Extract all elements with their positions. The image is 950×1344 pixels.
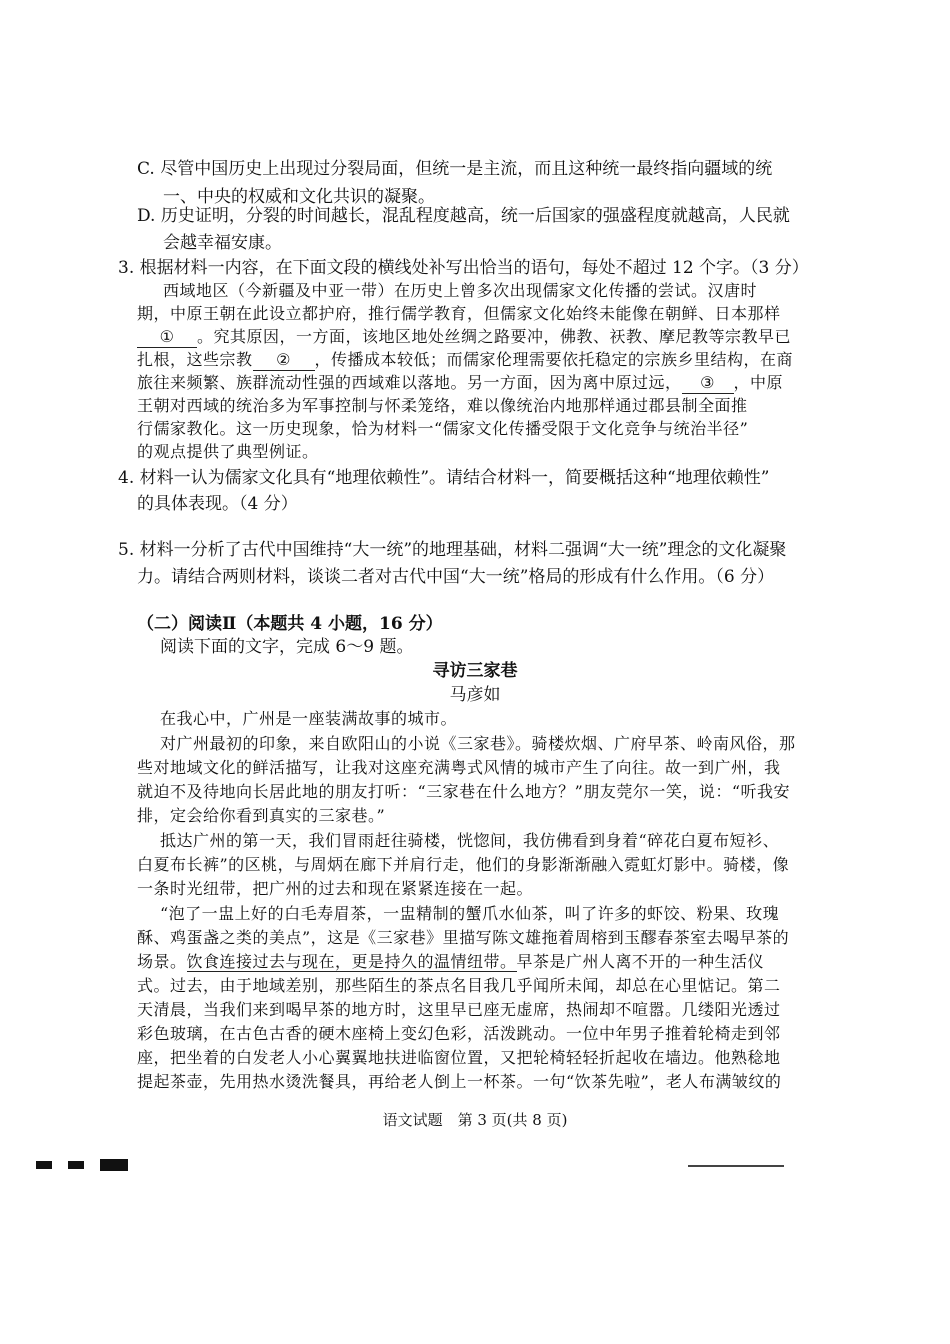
scan-mark-3 [100, 1159, 128, 1171]
paragraph-4-line8: 提起茶壶，先用热水烫洗餐具，再给老人倒上一杯茶。一句“饮茶先啦”，老人布满皱纹的 [137, 1072, 782, 1091]
q3-line4-after: ，传播成本较低；而儒家伦理需要依托稳定的宗族乡里结构，在商 [314, 350, 794, 369]
q3-passage-line4 [137, 348, 793, 372]
paragraph-1: 在我心中，广州是一座装满故事的城市。 [160, 709, 458, 728]
underlined-sentence: 饮食连接过去与现在，更是持久的温情纽带。 [186, 952, 517, 971]
q3-line5-before: 旅往来频繁、族群流动性强的西域难以落地。另一方面，因为离中原过远， [137, 373, 682, 392]
paragraph-2-line2: 些对地域文化的鲜活描写，让我对这座充满粤式风情的城市产生了向往。故一到广州，我 [137, 758, 781, 777]
article-author: 马彦如 [449, 685, 501, 705]
section-2-heading: （二）阅读Ⅱ（本题共 4 小题，16 分） [137, 614, 443, 634]
paragraph-3-line2: 白夏布长裤”的区桃，与周炳在廊下并肩行走，他们的身影渐渐融入霓虹灯影中。骑楼，像 [137, 855, 790, 874]
paragraph-4-line2: 酥、鸡蛋盏之类的美点”，这是《三家巷》里描写陈文雄拖着周榕到玉醪春茶室去喝早茶的 [137, 928, 790, 947]
page-footer: 语文试题 第 3 页(共 8 页) [382, 1111, 568, 1129]
scan-mark-1 [36, 1161, 52, 1169]
paragraph-3-line3: 一条时光纽带，把广州的过去和现在紧紧连接在一起。 [137, 879, 534, 898]
section-2-instruction: 阅读下面的文字，完成 6～9 题。 [160, 637, 414, 657]
q3-blank-1[interactable]: ① [137, 327, 197, 348]
paragraph-4-line1: “泡了一盅上好的白毛寿眉茶，一盅精制的蟹爪水仙茶，叫了许多的虾饺、粉果、玫瑰 [160, 904, 780, 923]
q3-line3-text: 。究其原因，一方面，该地区地处丝绸之路要冲，佛教、祆教、摩尼教等宗教早已 [197, 327, 792, 346]
paragraph-4-line7: 座，把坐着的白发老人小心翼翼地扶进临窗位置，又把轮椅轻轻折起收在墙边。他熟稔地 [137, 1048, 781, 1067]
q3-passage-line8: 的观点提供了典型例证。 [137, 442, 319, 461]
paragraph-4-line5: 天清晨，当我们来到喝早茶的地方时，这里早已座无虚席，热闹却不喧嚣。几缕阳光透过 [137, 1000, 781, 1019]
q3-line4-before: 扎根，这些宗教 [137, 350, 253, 369]
q3-line5-after: ，中原 [733, 373, 784, 392]
q3-passage-line2: 期，中原王朝在此设立都护府，推行儒学教育，但儒家文化始终未能像在朝鲜、日本那样 [137, 304, 781, 323]
option-d-line1: D. 历史证明，分裂的时间越长，混乱程度越高，统一后国家的强盛程度就越高，人民就 [137, 206, 790, 226]
q3-passage-line3 [137, 325, 791, 349]
question-4-line2: 的具体表现。（4 分） [137, 494, 298, 514]
q3-blank-2[interactable]: ② [253, 350, 315, 371]
scan-mark-2 [68, 1161, 84, 1169]
option-c-line1: C. 尽管中国历史上出现过分裂局面，但统一是主流，而且这种统一最终指向疆域的统 [137, 159, 773, 179]
paragraph-2-line1: 对广州最初的印象，来自欧阳山的小说《三家巷》。骑楼炊烟、广府早茶、岭南风俗，那 [160, 734, 796, 753]
q3-passage-line1: 西域地区（今新疆及中亚一带）在历史上曾多次出现儒家文化传播的尝试。汉唐时 [163, 281, 758, 300]
q3-blank-3[interactable]: ③ [682, 373, 734, 394]
option-c-line2: 一、中央的权威和文化共识的凝聚。 [163, 187, 435, 207]
paragraph-2-line4: 排，定会给你看到真实的三家巷。” [137, 806, 386, 825]
p4-line3-end: 早茶是广州人离不开的一种生活仪 [516, 952, 765, 971]
p4-line3-start: 场景。 [137, 952, 187, 971]
scan-line-mark [688, 1165, 784, 1167]
q3-passage-line5 [137, 371, 783, 395]
q3-passage-line7: 行儒家教化。这一历史现象，恰为材料一“儒家文化传播受限于文化竞争与统治半径” [137, 419, 749, 438]
option-d-line2: 会越幸福安康。 [163, 233, 282, 253]
paragraph-4-line6: 彩色玻璃，在古色古香的硬木座椅上变幻色彩，活泼跳动。一位中年男子推着轮椅走到邻 [137, 1024, 781, 1043]
paragraph-3-line1: 抵达广州的第一天，我们冒雨赶往骑楼，恍惚间，我仿佛看到身着“碎花白夏布短衫、 [160, 831, 780, 850]
article-title: 寻访三家巷 [432, 661, 518, 681]
q3-passage-line6: 王朝对西域的统治多为军事控制与怀柔笼络，难以像统治内地那样通过郡县制全面推 [137, 396, 748, 415]
question-3-prompt: 3. 根据材料一内容，在下面文段的横线处补写出恰当的语句，每处不超过 12 个字。（3 分） [118, 258, 809, 278]
question-4-line1: 4. 材料一认为儒家文化具有“地理依赖性”。请结合材料一，简要概括这种“地理依赖性” [118, 468, 770, 488]
question-5-line1: 5. 材料一分析了古代中国维持“大一统”的地理基础，材料二强调“大一统”理念的文化凝聚 [118, 540, 787, 560]
paragraph-2-line3: 就迫不及待地向长居此地的朋友打听：“三家巷在什么地方？”朋友莞尔一笑，说：“听我安 [137, 782, 791, 801]
paragraph-4-line4: 式。过去，由于地域差别，那些陌生的茶点名目我几乎闻所未闻，却总在心里惦记。第二 [137, 976, 781, 995]
paragraph-4-line3 [137, 950, 764, 974]
question-5-line2: 力。请结合两则材料，谈谈二者对古代中国“大一统”格局的形成有什么作用。（6 分） [137, 567, 775, 587]
